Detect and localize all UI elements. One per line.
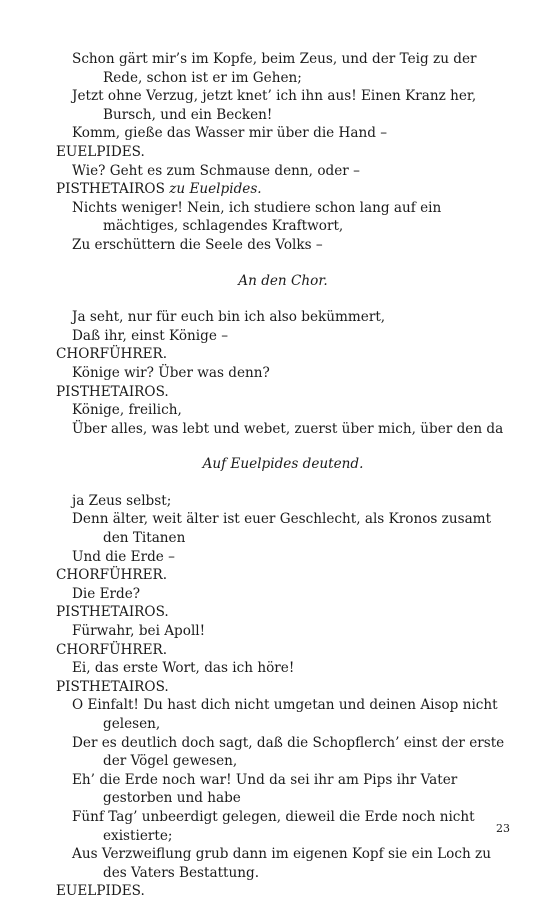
speaker-name <box>56 678 510 697</box>
verse-line: Die Erde? <box>72 585 141 602</box>
inline-stage-direction: zu Euelpides. <box>164 181 262 198</box>
verse-line: Jetzt ohne Verzug, jetzt knet’ ich ihn aus! Einen Kranz her, Bursch, und ein Becken! <box>72 88 477 123</box>
speaker-label: CHORFÜHRER. <box>56 346 168 363</box>
speaker-name <box>56 566 510 585</box>
verse-line: Der es deutlich doch sagt, daß die Schopflerch’ einst der erste der Vögel gewesen, <box>72 734 505 770</box>
speaker-name <box>56 882 510 901</box>
verse-line: Schon gärt mir’s im Kopfe, beim Zeus, und der Teig zu der Rede, schon ist er im Gehen; <box>72 51 477 86</box>
verse-line: Könige wir? Über was denn? <box>72 364 270 381</box>
verse-line: Denn älter, weit älter ist euer Geschlecht, als Kronos zusamt den Titanen <box>72 511 492 547</box>
speaker-label: EUELPIDES. <box>56 143 145 160</box>
speaker-name <box>56 180 510 199</box>
speaker-label: CHORFÜHRER. <box>56 641 168 658</box>
page-body <box>56 50 510 901</box>
speaker-label: EUELPIDES. <box>56 883 145 900</box>
speaker-name <box>56 345 510 364</box>
verse-line: ja Zeus selbst; <box>72 492 172 509</box>
stage-direction: Auf Euelpides deutend. <box>202 456 364 473</box>
verse-line: Komm, gieße das Wasser mir über die Hand – <box>72 125 388 142</box>
verse-line: Und die Erde – <box>72 548 175 565</box>
verse-line: Ja seht, nur für euch bin ich also bekümmert, <box>72 309 386 326</box>
speaker-name <box>56 603 510 622</box>
verse-line: O Einfalt! Du hast dich nicht umgetan und deinen Aisop nicht gelesen, <box>72 697 498 732</box>
speaker-label: PISTHETAIROS <box>56 181 165 198</box>
speaker-label: CHORFÜHRER. <box>56 567 168 584</box>
verse-line: Wie? Geht es zum Schmause denn, oder – <box>72 162 360 179</box>
speaker-name <box>56 641 510 660</box>
verse-line: Zu erschüttern die Seele des Volks – <box>72 236 323 253</box>
page-number: 23 <box>496 822 510 835</box>
speaker-label: PISTHETAIROS. <box>56 678 169 695</box>
verse-line: Ei, das erste Wort, das ich höre! <box>72 660 295 677</box>
stage-direction: An den Chor. <box>238 272 328 289</box>
verse-line: Eh’ die Erde noch war! Und da sei ihr am Pips ihr Vater gestorben und habe <box>72 771 458 807</box>
speaker-name <box>56 143 510 162</box>
verse-line: Fünf Tag’ unbeerdigt gelegen, dieweil die Erde noch nicht existierte; <box>72 808 475 844</box>
speaker-label: PISTHETAIROS. <box>56 383 169 400</box>
verse-line: Fürwahr, bei Apoll! <box>72 623 206 640</box>
speaker-name <box>56 383 510 402</box>
verse-line: Daß ihr, einst Könige – <box>72 327 229 344</box>
verse-line: Aus Verzweiflung grub dann im eigenen Kopf sie ein Loch zu des Vaters Bestattung. <box>72 846 491 881</box>
speaker-label: PISTHETAIROS. <box>56 604 169 621</box>
verse-line: Nichts weniger! Nein, ich studiere schon lang auf ein mächtiges, schlagendes Kraftwort, <box>72 199 442 235</box>
verse-line: Könige, freilich, <box>72 402 182 419</box>
verse-line: Über alles, was lebt und webet, zuerst über mich, über den da <box>72 420 504 437</box>
